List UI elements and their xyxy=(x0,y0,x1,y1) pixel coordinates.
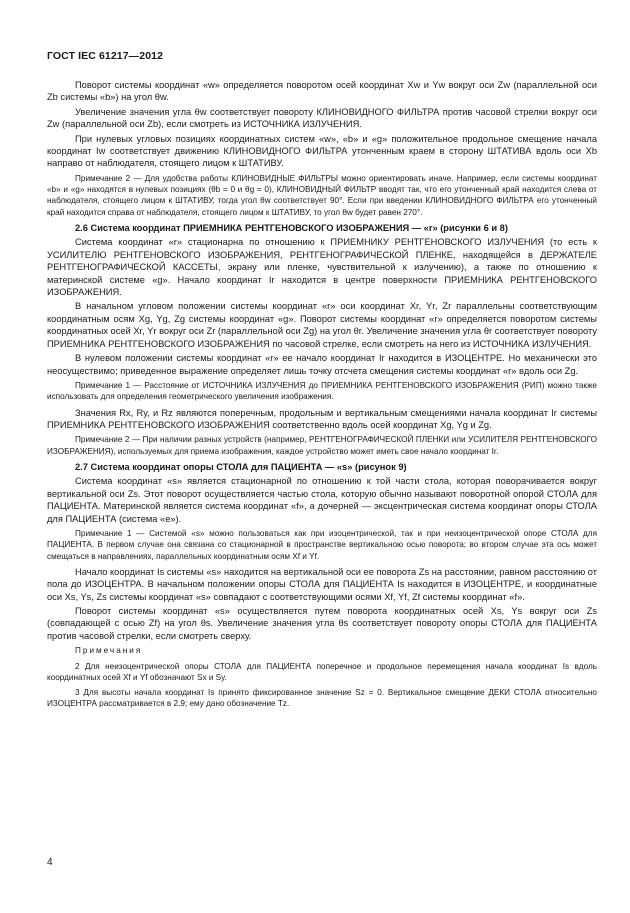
note: Примечание 1 — Расстояние от ИСТОЧНИКА ИЗЛУЧЕНИЯ до ПРИЕМНИКА РЕНТГЕНОВСКОГО ИЗОБРАЖЕНИЯ (РИП) можно также использовать для определения геометрического увеличения изображения. xyxy=(47,380,597,402)
note: 2 Для неизоцентрической опоры СТОЛА для ПАЦИЕНТА поперечное и продольное перемещения начала координат Is вдоль координатных осей Xf и Yf обозначают Sx и Sy. xyxy=(47,661,597,682)
section-heading: 2.6 Система координат ПРИЕМНИКА РЕНТГЕНОВСКОГО ИЗОБРАЖЕНИЯ — «r» (рисунки 6 и 8) xyxy=(75,223,508,234)
paragraph: Значения Rx, Ry, и Rz являются поперечным, продольным и вертикальным смещениями начала координат Ir системы ПРИЕМНИКА РЕНТГЕНОВСКОГО ИЗОБРАЖЕНИЯ соответственно вдоль осей координат Xg, Yg и Zg. xyxy=(47,407,597,430)
paragraph: Система координат «s» является стационарной по отношению к той части стола, которая поворачивается вокруг вертикальной оси Zs. Этот поворот осуществляется частью стола, которую обычно называют поворотной опорой СТОЛА для ПАЦИЕНТА. Материнской является система координат «f», а дочерней — эксцентрическая система координат опоры СТОЛА для ПАЦИЕНТА (система «e»). xyxy=(47,476,597,524)
paragraph: Увеличение значения угла θw соответствует повороту КЛИНОВИДНОГО ФИЛЬТРА против часовой стрелки вокруг оси Zw (параллельной оси Zb), если смотреть из ИСТОЧНИКА ИЗЛУЧЕНИЯ. xyxy=(47,106,597,130)
note: Примечание 2 — Для удобства работы КЛИНОВИДНЫЕ ФИЛЬТРЫ можно ориентировать иначе. Например, если системы координат «b» и «g» находятся в нулевых позициях (θb = 0 и θg = 0), КЛИНОВИДНЫЙ ФИЛЬТР вводят так, что его утонченный край находится слева от наблюдателя, стоящего лицом к ШТАТИВУ, тогда угол θw соответствует 90°. Если при введении КЛИНОВИДНОГО ФИЛЬТРА его утонченный край находится справа от наблюдателя, стоящего лицом к ШТАТИВУ, то угол θw будет равен 270°. xyxy=(47,173,597,217)
paragraph: Поворот системы координат «w» определяется поворотом осей координат Xw и Yw вокруг оси Zw (параллельной оси Zb системы «b») на угол θw. xyxy=(47,80,597,103)
notes-heading: Примечания xyxy=(75,646,143,656)
paragraph: В начальном угловом положении системы координат «r» оси координат Xr, Yr, Zr параллельны соответствующим координатным осям Xg, Yg, Zg системы координат «g». Поворот системы координат «r» определяется поворотом системы координатных осей Xr, Yr вокруг оси Zr (параллельной оси Zg) на угол θr. Увеличение значения угла θr соответствует повороту ПРИЕМНИКА РЕНТГЕНОВСКОГО ИЗОБРАЖЕНИЯ по часовой стрелке, если смотреть на него из ИСТОЧНИКА ИЗЛУЧЕНИЯ. xyxy=(47,301,597,349)
note: Примечание 2 — При наличии разных устройств (например, РЕНТГЕНОГРАФИЧЕСКОЙ ПЛЕНКИ или УСИЛИТЕЛЯ РЕНТГЕНОВСКОГО ИЗОБРАЖЕНИЯ), используемых для приема изображения, каждое устройство может иметь свое начало координат Ir. xyxy=(47,435,597,456)
page-number: 4 xyxy=(47,857,53,868)
paragraph: Начало координат Is системы «s» находится на вертикальной оси ее поворота Zs на расстоянии, равном расстоянию от пола до ИЗОЦЕНТРА. В начальном положении опоры СТОЛА для ПАЦИЕНТА Is находится в ИЗОЦЕНТРЕ, и координатные оси Xs, Ys, Zs системы координат «s» совпадают с соответствующими осями Xf, Yf, Zf системы координат «f». xyxy=(47,566,597,602)
note: 3 Для высоты начала координат Is принято фиксированное значение Sz = 0. Вертикальное смещение ДЕКИ СТОЛА относительно ИЗОЦЕНТРА рассматривается в 2.9; ему дано обозначение Tz. xyxy=(47,688,597,709)
paragraph: Поворот системы координат «s» осуществляется путем поворота координатных осей Xs, Ys вокруг оси Zs (совпадающей с осью Zf) на угол θs. Увеличение значения угла θs соответствует повороту опоры СТОЛА для ПАЦИЕНТА против часовой стрелки, если смотреть сверху. xyxy=(47,606,597,641)
paragraph: При нулевых угловых позициях координатных систем «w», «b» и «g» положительное продольное смещение начала координат Iw соответствует движению КЛИНОВИДНОГО ФИЛЬТРА утонченным краем в сторону ШТАТИВА вдоль оси Xb направо от наблюдателя, стоящего лицом к ШТАТИВУ. xyxy=(47,133,597,169)
note: Примечание 1 — Системой «s» можно пользоваться как при изоцентрической, так и при неизоцентрической опоре СТОЛА для ПАЦИЕНТА. В первом случае она связана со стационарной в пространстве вертикальною осью поворота; во втором случае эта ось может смещаться в направлениях, параллельных координатным осям Xf и Yf. xyxy=(47,528,597,561)
paragraph: Система координат «r» стационарна по отношению к ПРИЕМНИКУ РЕНТГЕНОВСКОГО ИЗЛУЧЕНИЯ (то есть к УСИЛИТЕЛЮ РЕНТГЕНОВСКОГО ИЗОБРАЖЕНИЯ, РЕНТГЕНОГРАФИЧЕСКОЙ ПЛЕНКЕ, находящейся в ДЕРЖАТЕЛЕ РЕНТГЕНОГРАФИЧЕСКОЙ КАССЕТЫ, экрану или пленке, чувствительной к излучению), а также по отношению к материнской системе «g». Начало координат Ir находится в центре поверхности ПРИЕМНИКА РЕНТГЕНОВСКОГО ИЗОБРАЖЕНИЯ. xyxy=(47,237,597,298)
paragraph: В нулевом положении системы координат «r» ее начало координат Ir находится в ИЗОЦЕНТРЕ. Но механически это неосуществимо; приведенное выражение определяет лишь точку отсчета смещения системы координат «r» вдоль оси Zg. xyxy=(47,353,597,376)
section-heading: 2.7 Система координат опоры СТОЛА для ПАЦИЕНТА — «s» (рисунок 9) xyxy=(75,461,407,472)
document-body xyxy=(47,79,597,714)
document-header: ГОСТ IEC 61217—2012 xyxy=(47,50,164,62)
